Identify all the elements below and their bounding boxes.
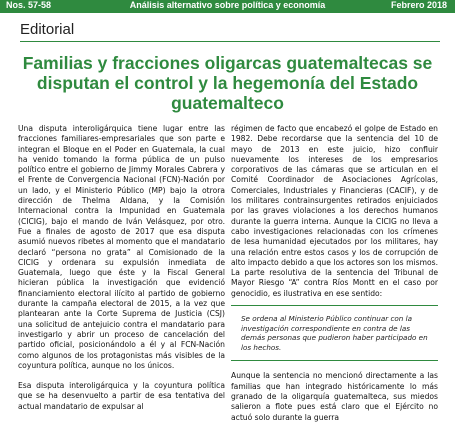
- section-header: [20, 20, 440, 42]
- article-title: Familias y fracciones oligarcas guatemaltecas se disputan el control y la hegemonía del Estado guatemalteco: [22, 53, 433, 113]
- masthead: [0, 0, 455, 13]
- article-column-left: [18, 124, 225, 422]
- masthead-numbers: Nos. 57-58: [6, 0, 52, 10]
- masthead-date: Febrero 2018: [390, 0, 447, 10]
- masthead-date-block: [391, 1, 447, 10]
- block-quote: Se ordena al Ministerio Público continuar con la investigación correspondiente en contra de las demás personas que pudieron haber participado en los hechos.: [231, 305, 438, 361]
- section-label: Editorial: [20, 21, 75, 38]
- masthead-tagline: Análisis alternativo sobre política y economía: [129, 0, 326, 10]
- paragraph: Aunque la sentencia no mencionó directamente a las familias que han integrado históricamente lo más granado de la oligarquía guatemalteca, sus miedos salieron a flote pues está claro que el Ejército no actuó solo durante la guerra: [231, 371, 438, 422]
- paragraph: Una disputa interoligárquica tiene lugar entre las fracciones familiares-empresariales que son parte e integran el Bloque en el Poder en Guatemala, la cual ha venido tomando la forma pública de un pulso político entre el gobierno de Jimmy Morales Cabrera y el Frente de Convergencia Nacional (FCN)-Nación por un lado, y el Ministerio Público (MP) bajo la otrora dirección de Thelma Aldana, y la Comisión Internacional contra la Impunidad en Guatemala (CICIG), bajo el mando de Iván Velásquez, por otro. Fue a finales de agosto de 2017 que esa disputa asumió nuevos ribetes al momento que el mandatario declaró “persona no grata” al Comisionado de la CICIG y ordenara su expulsión inmediata de Guatemala, luego que éste y la Fiscal General hicieran pública la investigación que evidenció financiamiento electoral ilícito al partido de gobierno durante la campaña electoral de 2015, a la vez que plantearan ante la Corte Suprema de Justicia (CSJ) una solicitud de antejuicio contra el mandatario para investigarlo y abrir un proceso de cancelación del partido oficial, posicionándolo a él y al FCN-Nación como algunos de los protagonistas más visibles de la coyuntura política, aunque no los únicos.: [18, 124, 225, 370]
- paragraph: Esa disputa interoligárquica y la coyuntura política que se ha desenvuelto a partir de esa tentativa del actual mandatario de expulsar al: [18, 381, 225, 411]
- paragraph: régimen de facto que encabezó el golpe de Estado en 1982. Debe recordarse que la sentencia del 10 de mayo de 2013 en este juicio, hizo confluir nuevamente los intereses de los empresarios corporativos de las cámaras que se articulan en el Comité Coordinador de Asociaciones Agrícolas, Comerciales, Industriales y Financieras (CACIF), y de los militares contrainsurgentes retirados enjuiciados por las graves violaciones a los derechos humanos durante la guerra interna. Aunque la CICIG no lleva a cabo investigaciones relacionadas con los crímenes de lesa humanidad ejecutados por los militares, hay una relación entre estos casos y los de corrupción de alto impacto debido a que los actores son los mismos. La parte resolutiva de la sentencia del Tribunal de Mayor Riesgo “A” contra Ríos Montt en el caso por genocidio, es ilustrativa en ese sentido:: [231, 124, 438, 298]
- masthead-edition: [394, 0, 447, 1]
- article-column-right: [231, 124, 438, 433]
